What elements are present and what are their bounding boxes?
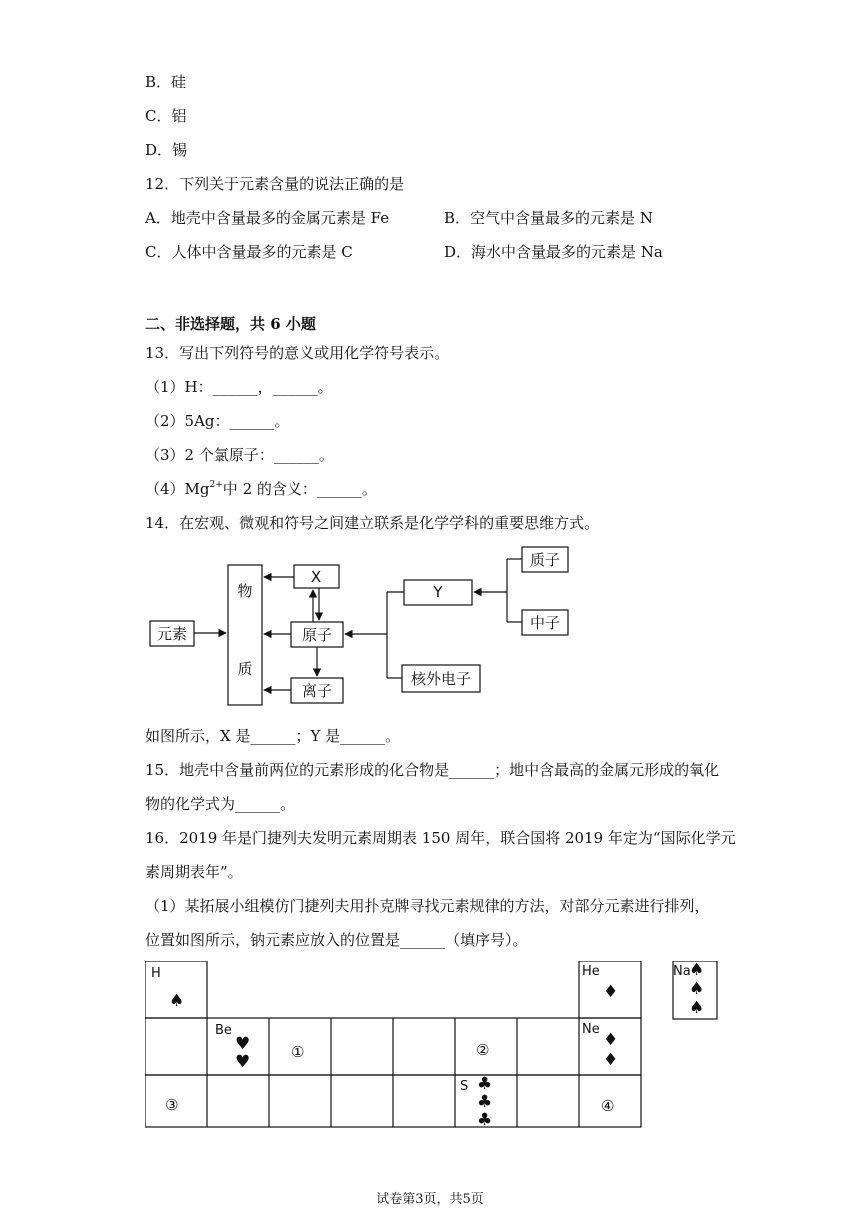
q16-line2: 素周期表年”。 (145, 863, 243, 881)
club-icon: ♣ (477, 1074, 493, 1094)
spade-icon: ♠ (169, 991, 185, 1011)
option-d: D．锡 (145, 141, 188, 159)
symbol-h: H (151, 966, 161, 981)
q14-answer: 如图所示，X 是______；Y 是______。 (145, 727, 401, 745)
q13-part1: （1）H：______，______。 (145, 378, 333, 396)
q16-line1: 16．2019 年是门捷列夫发明元素周期表 150 周年，联合国将 2019 年定为“国际化学元 (145, 829, 736, 847)
q15-line2: 物的化学式为______。 (145, 795, 296, 813)
label-x: X (310, 568, 322, 586)
spade-icon: ♠ (689, 961, 705, 980)
club-icon: ♣ (477, 1092, 493, 1112)
q12-option-b: B．空气中含量最多的元素是 N (444, 209, 653, 227)
symbol-ne: Ne (582, 1022, 600, 1037)
q12-stem: 12．下列关于元素含量的说法正确的是 (145, 175, 405, 193)
section-heading: 二、非选择题，共 6 小题 (145, 315, 316, 333)
label-atom: 原子 (301, 626, 333, 644)
symbol-he: He (582, 964, 600, 979)
diamond-icon: ♦ (603, 1050, 619, 1070)
page-footer: 试卷第3页，共5页 (376, 1192, 484, 1207)
symbol-be: Be (215, 1023, 232, 1038)
club-icon: ♣ (477, 1110, 493, 1130)
q16-part1-line1: （1）某拓展小组模仿门捷列夫用扑克牌寻找元素规律的方法，对部分元素进行排列， (145, 897, 710, 915)
option-c: C．铝 (145, 107, 187, 125)
q13-part3: （3）2 个氯原子：______。 (145, 446, 334, 464)
q13-part2: （2）5Ag：______。 (145, 412, 290, 430)
q13-part4-post: 中 2 的含义：______。 (222, 480, 377, 498)
label-y: Y (433, 583, 443, 601)
label-electron: 核外电子 (410, 670, 472, 688)
label-substance-bottom: 质 (237, 660, 253, 678)
spade-icon: ♠ (689, 998, 705, 1018)
q12-option-d: D．海水中含量最多的元素是 Na (444, 243, 663, 261)
position-2: ② (476, 1041, 490, 1059)
label-proton: 质子 (529, 551, 561, 569)
q13-stem: 13．写出下列符号的意义或用化学符号表示。 (145, 344, 450, 362)
spade-icon: ♠ (689, 979, 705, 999)
q12-option-a: A．地壳中含量最多的金属元素是 Fe (145, 209, 390, 227)
label-element: 元素 (156, 625, 188, 643)
position-3: ③ (165, 1096, 179, 1114)
label-ion: 离子 (301, 682, 333, 700)
q13-part4-sup: 2+ (209, 480, 223, 490)
label-substance-top: 物 (237, 582, 253, 600)
diamond-icon: ♦ (603, 1030, 619, 1050)
poker-periodic-table (145, 961, 725, 1131)
q15-line1: 15．地壳中含量前两位的元素形成的化合物是______；地中含最高的金属元形成的氧化 (145, 761, 720, 779)
option-b: B．硅 (145, 73, 187, 91)
symbol-s: S (460, 1079, 469, 1094)
symbol-na: Na (673, 964, 691, 979)
position-4: ④ (601, 1097, 615, 1115)
q14-stem: 14．在宏观、微观和符号之间建立联系是化学学科的重要思维方式。 (145, 514, 600, 532)
position-1: ① (291, 1043, 305, 1061)
heart-icon: ♥ (235, 1034, 251, 1054)
label-neutron: 中子 (529, 614, 561, 632)
q16-part1-line2: 位置如图所示，钠元素应放入的位置是______（填序号）。 (145, 931, 528, 949)
q13-part4-pre: （4）Mg (145, 480, 210, 498)
diamond-icon: ♦ (603, 982, 619, 1002)
q13-part4 (145, 479, 377, 502)
heart-icon: ♥ (235, 1052, 251, 1072)
q12-option-c: C．人体中含量最多的元素是 C (145, 243, 353, 261)
q14-diagram (140, 540, 580, 715)
